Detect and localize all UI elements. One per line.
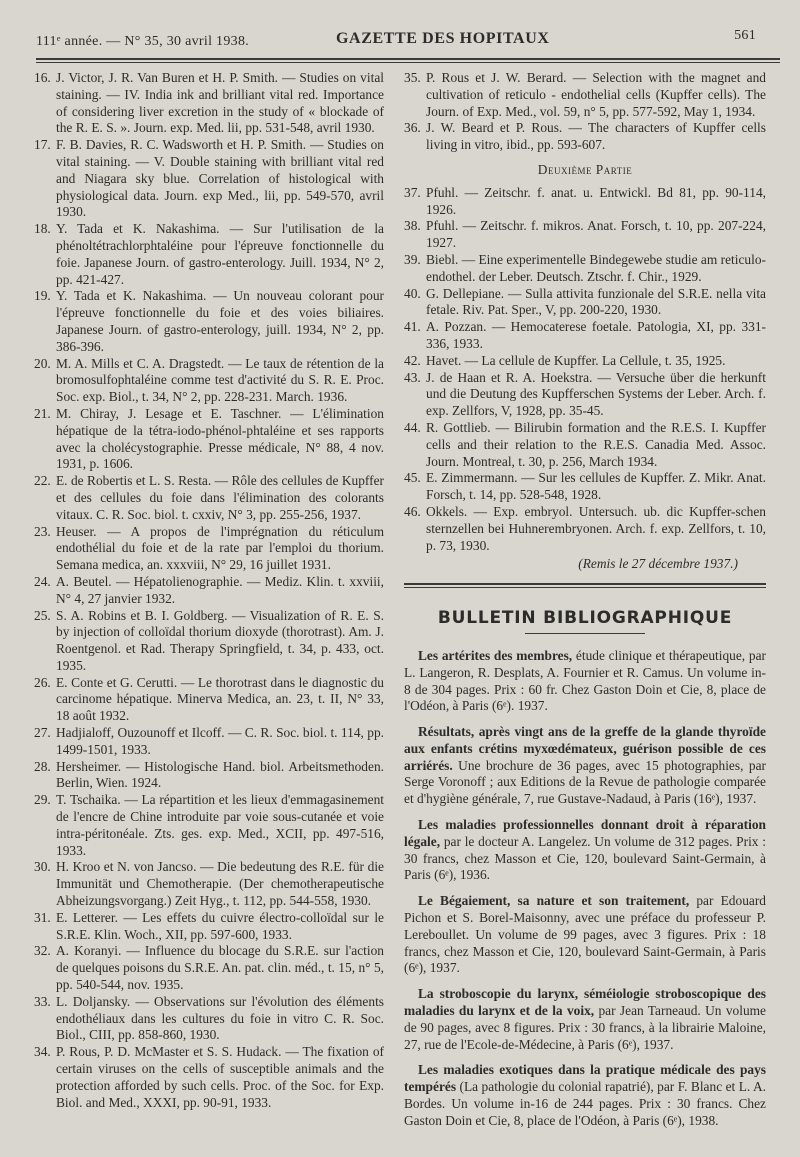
section-rule-thin <box>404 587 766 588</box>
reference-text: J. Victor, J. R. Van Buren et H. P. Smith. — Studies on vital staining. — IV. India ink and brilliant vital red. Importance of considering liver excretion in the study of « blockade of the R. E. S. ». Journ. exp. Med. lii, pp. 531-548, avril 1930. <box>56 70 384 136</box>
reference-item <box>34 137 384 221</box>
reference-text: M. A. Mills et C. A. Dragstedt. — Le taux de rétention de la bromosulfophtaléine comme test d'activité du S. R. E. Proc. Soc. exp. Biol., t. 34, N° 2, pp. 228-231. March. 1936. <box>56 355 384 405</box>
reference-number: 33. <box>34 993 51 1009</box>
reference-number: 18. <box>34 221 51 237</box>
book-title: Les maladies exotiques dans la pratique médicale des pays tempérés <box>404 1062 766 1095</box>
reference-number: 31. <box>34 909 51 925</box>
left-column <box>34 70 384 1111</box>
reference-number: 46. <box>404 503 421 519</box>
reference-number: 45. <box>404 470 421 486</box>
reference-number: 41. <box>404 319 421 335</box>
reference-text: J. W. Beard et P. Rous. — The characters of Kupffer cells living in vitro, ibid., pp. 593-607. <box>426 120 766 153</box>
book-title: Les maladies professionnelles donnant droit à réparation légale, <box>404 817 766 849</box>
bulletin-entry <box>404 817 766 884</box>
reference-number: 16. <box>34 70 51 85</box>
reference-item <box>404 286 766 320</box>
reference-text: J. de Haan et R. A. Hoekstra. — Versuche über die herkunft und die Deutung des Kupfferschen Systems der Leber. Arch. f. exp. Zellfors, V, 1928, pp. 35-45. <box>426 369 766 419</box>
reference-number: 24. <box>34 573 51 589</box>
book-details: Une brochure de 36 pages, avec 15 photographies, par Serge Voronoff ; aux Editions de la Revue de pathologie comparée et d'hygiène générale, 7, rue Gustave-Nadaud, à Paris (16ᵉ), 1937. <box>404 757 766 807</box>
bulletin-entry <box>404 724 766 808</box>
reference-number: 27. <box>34 725 51 741</box>
reference-item <box>34 910 384 944</box>
reference-item <box>34 288 384 355</box>
page-number: 561 <box>734 28 756 43</box>
reference-number: 40. <box>404 285 421 301</box>
reference-item <box>34 859 384 909</box>
reference-item <box>34 608 384 675</box>
bulletin-rule <box>525 633 645 634</box>
reference-text: H. Kroo et N. von Jancso. — Die bedeutung des R.E. für die Immunität und Chemotherapie. (Der chemotherapeutische Abheizungsvorgang.) Zeit Hyg., t. 112, pp. 544-558, 1930. <box>56 859 384 909</box>
reference-text: Hersheimer. — Histologische Hand. biol. Arbeitsmethoden. Berlin, Wien. 1924. <box>56 758 384 791</box>
reference-text: G. Dellepiane. — Sulla attivita funzionale del S.R.E. nella vita fetale. Riv. Pat. Sper., V, pp. 200-220, 1930. <box>426 285 766 318</box>
bulletin-entry <box>404 986 766 1053</box>
reference-text: E. de Robertis et L. S. Resta. — Rôle des cellules de Kupffer et des cellules du foie dans l'élimination des colorants vitaux. C. R. Soc. biol. t. cxxiv, N° 3, pp. 255-256, 1937. <box>56 473 384 522</box>
reference-text: R. Gottlieb. — Bilirubin formation and the R.E.S. I. Kupffer cells and their relation to the R.E.S. Canadia Med. Assoc. Journ. Montreal, t. 30, p. 256, March 1934. <box>426 419 766 469</box>
reference-number: 23. <box>34 523 51 539</box>
reference-number: 43. <box>404 369 421 385</box>
journal-title: GAZETTE DES HOPITAUX <box>336 30 550 47</box>
reference-number: 28. <box>34 758 51 774</box>
reference-number: 20. <box>34 355 51 371</box>
bulletin-entry <box>404 1062 766 1129</box>
book-title: La stroboscopie du larynx, séméiologie stroboscopique des maladies du larynx et de la voix, <box>404 986 766 1019</box>
reference-item <box>34 943 384 993</box>
bulletin-title: BULLETIN BIBLIOGRAPHIQUE <box>437 608 733 629</box>
reference-item <box>404 185 766 219</box>
reference-item <box>34 675 384 725</box>
reference-text: Hadjialoff, Ouzounoff et Ilcoff. — C. R. Soc. biol. t. 114, pp. 1499-1501, 1933. <box>56 725 384 757</box>
reference-text: P. Rous et J. W. Berard. — Selection with the magnet and cultivation of reticulo - endothelial cells (Kupffer cells). The Journ. of Exp. Med., vol. 59, n° 5, pp. 577-592, May 1, 1934. <box>426 70 766 119</box>
book-title: Résultats, après vingt ans de la greffe de la glande thyroïde aux enfants crétins myxœdémateux, guérison possible de ces arriérés. <box>404 724 766 773</box>
bulletin-entry <box>404 648 766 715</box>
reference-text: Y. Tada et K. Nakashima. — Sur l'utilisation de la phénoltétrachlorphtaléine pour l'épreuve fonctionnelle du foie. Japanese Journ. of gastro-enterology. Juill. 1934, N° 2, pp. 421-427. <box>56 221 384 287</box>
reference-item <box>404 120 766 154</box>
reference-item <box>34 356 384 406</box>
reference-number: 32. <box>34 943 51 959</box>
reference-text: S. A. Robins et B. I. Goldberg. — Visualization of R. E. S. by injection of colloïdal thorium dioxyde (thorotrast). Am. J. Roentgenol. et Rad. Therapy Springfield, t. 34, p. 433, oct. 1935. <box>56 607 384 673</box>
reference-number: 29. <box>34 792 51 808</box>
received-date: (Remis le 27 décembre 1937.) <box>578 556 738 572</box>
reference-item <box>34 406 384 473</box>
reference-text: F. B. Davies, R. C. Wadsworth et H. P. Smith. — Studies on vital staining. — V. Double staining with brilliant vital red and Niagara sky blue. Correlation of histological with physiological data. Journ. exp Med., lii, pp. 549-570, avril 1930. <box>56 137 384 220</box>
reference-text: Biebl. — Eine experimentelle Bindegewebe studie am reticulo-endothel. der Leber. Deutsch. Ztschr. f. Chir., 1929. <box>426 251 766 284</box>
reference-item <box>404 370 766 420</box>
reference-item <box>34 759 384 793</box>
reference-item <box>404 353 766 370</box>
reference-text: E. Letterer. — Les effets du cuivre électro-colloïdal sur le S.R.E. Klin. Woch., XII, pp. 597-600, 1933. <box>56 909 384 942</box>
reference-text: Y. Tada et K. Nakashima. — Un nouveau colorant pour l'épreuve fonctionnelle du foie et des voies biliaires. Japanese Journ. of gastro-enterology, juill. 1934, N° 2, pp. 386-396. <box>56 288 384 354</box>
part-heading: Deuxième Partie <box>537 161 633 177</box>
header-rule <box>36 58 780 60</box>
reference-list-part-two <box>404 185 766 555</box>
reference-text: Heuser. — A propos de l'imprégnation du réticulum endothélial du foie et de la rate par l'emploi du thorium. Semana medica, an. xxxviii, N° 29, 16 juillet 1931. <box>56 523 384 573</box>
reference-item <box>404 70 766 120</box>
reference-item <box>34 792 384 859</box>
reference-number: 39. <box>404 251 421 267</box>
book-details: par le docteur A. Langelez. Un volume de 312 pages. Prix : 30 francs, chez Masson et Cie, 120, boulevard Saint-Germain, à Paris (6ᵉ), 1936. <box>404 833 766 883</box>
reference-text: T. Tschaika. — La répartition et les lieux d'emmagasinement de l'encre de Chine introduite par voie sous-cutanée et voie intra-péritonéale. Zts. ges. exp. Med., XCII, pp. 497-516, 1933. <box>56 792 384 858</box>
reference-text: A. Beutel. — Hépatolienographie. — Mediz. Klin. t. xxviii, N° 4, 27 janvier 1932. <box>56 573 384 606</box>
reference-text: Havet. — La cellule de Kupffer. La Cellule, t. 35, 1925. <box>426 352 726 368</box>
reference-number: 36. <box>404 120 421 136</box>
reference-number: 35. <box>404 70 421 85</box>
reference-item <box>34 221 384 288</box>
reference-number: 34. <box>34 1044 51 1060</box>
reference-text: A. Pozzan. — Hemocaterese foetale. Patologia, XI, pp. 331-336, 1933. <box>426 319 766 351</box>
book-details: par Edouard Pichon et S. Borel-Maisonny, avec une préface du professeur P. Lereboullet. Un volume de 99 pages, avec 3 figures. Prix : 18 francs, chez Masson et Cie, 120, boulevard Saint-Germain, à Paris (6ᵉ), 1937. <box>404 893 766 976</box>
running-header <box>36 28 756 54</box>
reference-item <box>404 420 766 470</box>
reference-item <box>34 70 384 137</box>
bulletin-entry <box>404 893 766 977</box>
reference-item <box>404 218 766 252</box>
reference-text: L. Doljansky. — Observations sur l'évolution des éléments endothéliaux dans les cultures du foie in vitro C. R. Soc. Biol., CIII, pp. 858-860, 1930. <box>56 993 384 1043</box>
reference-number: 44. <box>404 419 421 435</box>
book-details: (La pathologie du colonial rapatrié), par F. Blanc et L. A. Bordes. Un volume in-16 de 244 pages. Prix : 30 francs. Chez Gaston Doin et Cie, 8, place de l'Odéon, à Paris (6ᵉ), 1938. <box>404 1079 766 1128</box>
bulletin-list <box>404 648 766 1130</box>
header-rule-thin <box>36 62 780 63</box>
reference-number: 17. <box>34 137 51 153</box>
book-title: Les artérites des membres, <box>418 647 573 663</box>
reference-item <box>404 252 766 286</box>
reference-text: Pfuhl. — Zeitschr. f. anat. u. Entwickl. Bd 81, pp. 90-114, 1926. <box>426 184 766 217</box>
reference-item <box>404 319 766 353</box>
reference-item <box>404 470 766 504</box>
reference-number: 38. <box>404 218 421 234</box>
right-column <box>404 70 766 1139</box>
reference-text: Okkels. — Exp. embryol. Untersuch. ub. dic Kupffer-schen sternzellen bei Huhnerembryonen. Arch. f. exp. Zellfors, t. 10, p. 73, 1930. <box>426 503 766 553</box>
reference-number: 21. <box>34 405 51 421</box>
reference-text: E. Zimmermann. — Sur les cellules de Kupffer. Z. Mikr. Anat. Forsch, t. 14, pp. 528-548, 1928. <box>426 470 766 503</box>
reference-text: A. Koranyi. — Influence du blocage du S.R.E. sur l'action de quelques poisons du S.R.E. An. pat. clin. méd., t. 15, n° 5, pp. 540-544, nov. 1935. <box>56 943 384 993</box>
reference-item <box>34 473 384 523</box>
reference-number: 19. <box>34 288 51 304</box>
reference-number: 42. <box>404 352 421 368</box>
reference-item <box>404 504 766 554</box>
reference-number: 22. <box>34 473 51 489</box>
reference-item <box>34 524 384 574</box>
section-rule <box>404 583 766 585</box>
issue-info: 111ᵉ année. — N° 35, 30 avril 1938. <box>36 34 250 49</box>
reference-text: Pfuhl. — Zeitschr. f. mikros. Anat. Forsch, t. 10, pp. 207-224, 1927. <box>426 218 766 251</box>
book-title: Le Bégaiement, sa nature et son traitement, <box>418 893 690 909</box>
reference-item <box>34 1044 384 1111</box>
reference-number: 37. <box>404 184 421 200</box>
reference-list-part-one <box>404 70 766 154</box>
reference-number: 25. <box>34 607 51 623</box>
reference-text: E. Conte et G. Cerutti. — Le thorotrast dans le diagnostic du carcinome hépatique. Minerva Medica, an. 23, t. II, N° 33, 18 août 1932. <box>56 674 384 724</box>
reference-item <box>34 994 384 1044</box>
reference-number: 30. <box>34 859 51 875</box>
book-details: étude clinique et thérapeutique, par L. Langeron, R. Desplats, A. Fournier et R. Camus. Un volume in-8 de 304 pages. Prix : 60 fr. Chez Gaston Doin et Cie, 8, place de l'Odéon, à Paris (6ᵉ). 1937. <box>404 647 766 714</box>
reference-text: P. Rous, P. D. McMaster et S. S. Hudack. — The fixation of certain viruses on the cells of susceptible animals and the protection afforded by such cells. Proc. of the Soc. for Exp. Biol. and Med., XXXI, pp. 90-91, 1933. <box>56 1044 384 1110</box>
reference-item <box>34 725 384 759</box>
reference-text: M. Chiray, J. Lesage et E. Taschner. — L'élimination hépatique de la tétra-iodo-phénol-phtaléine et ses rapports avec la cholécystographie. Presse médicale, N° 88, 4 nov. 1931, p. 1606. <box>56 405 384 472</box>
book-details: par Jean Tarneaud. Un volume de 90 pages, avec 8 figures. Prix : 30 francs, à la librairie Maloine, 27, rue de l'Ecole-de-Médecine, à Paris (6ᵉ), 1937. <box>404 1003 766 1052</box>
reference-number: 26. <box>34 674 51 690</box>
reference-item <box>34 574 384 608</box>
